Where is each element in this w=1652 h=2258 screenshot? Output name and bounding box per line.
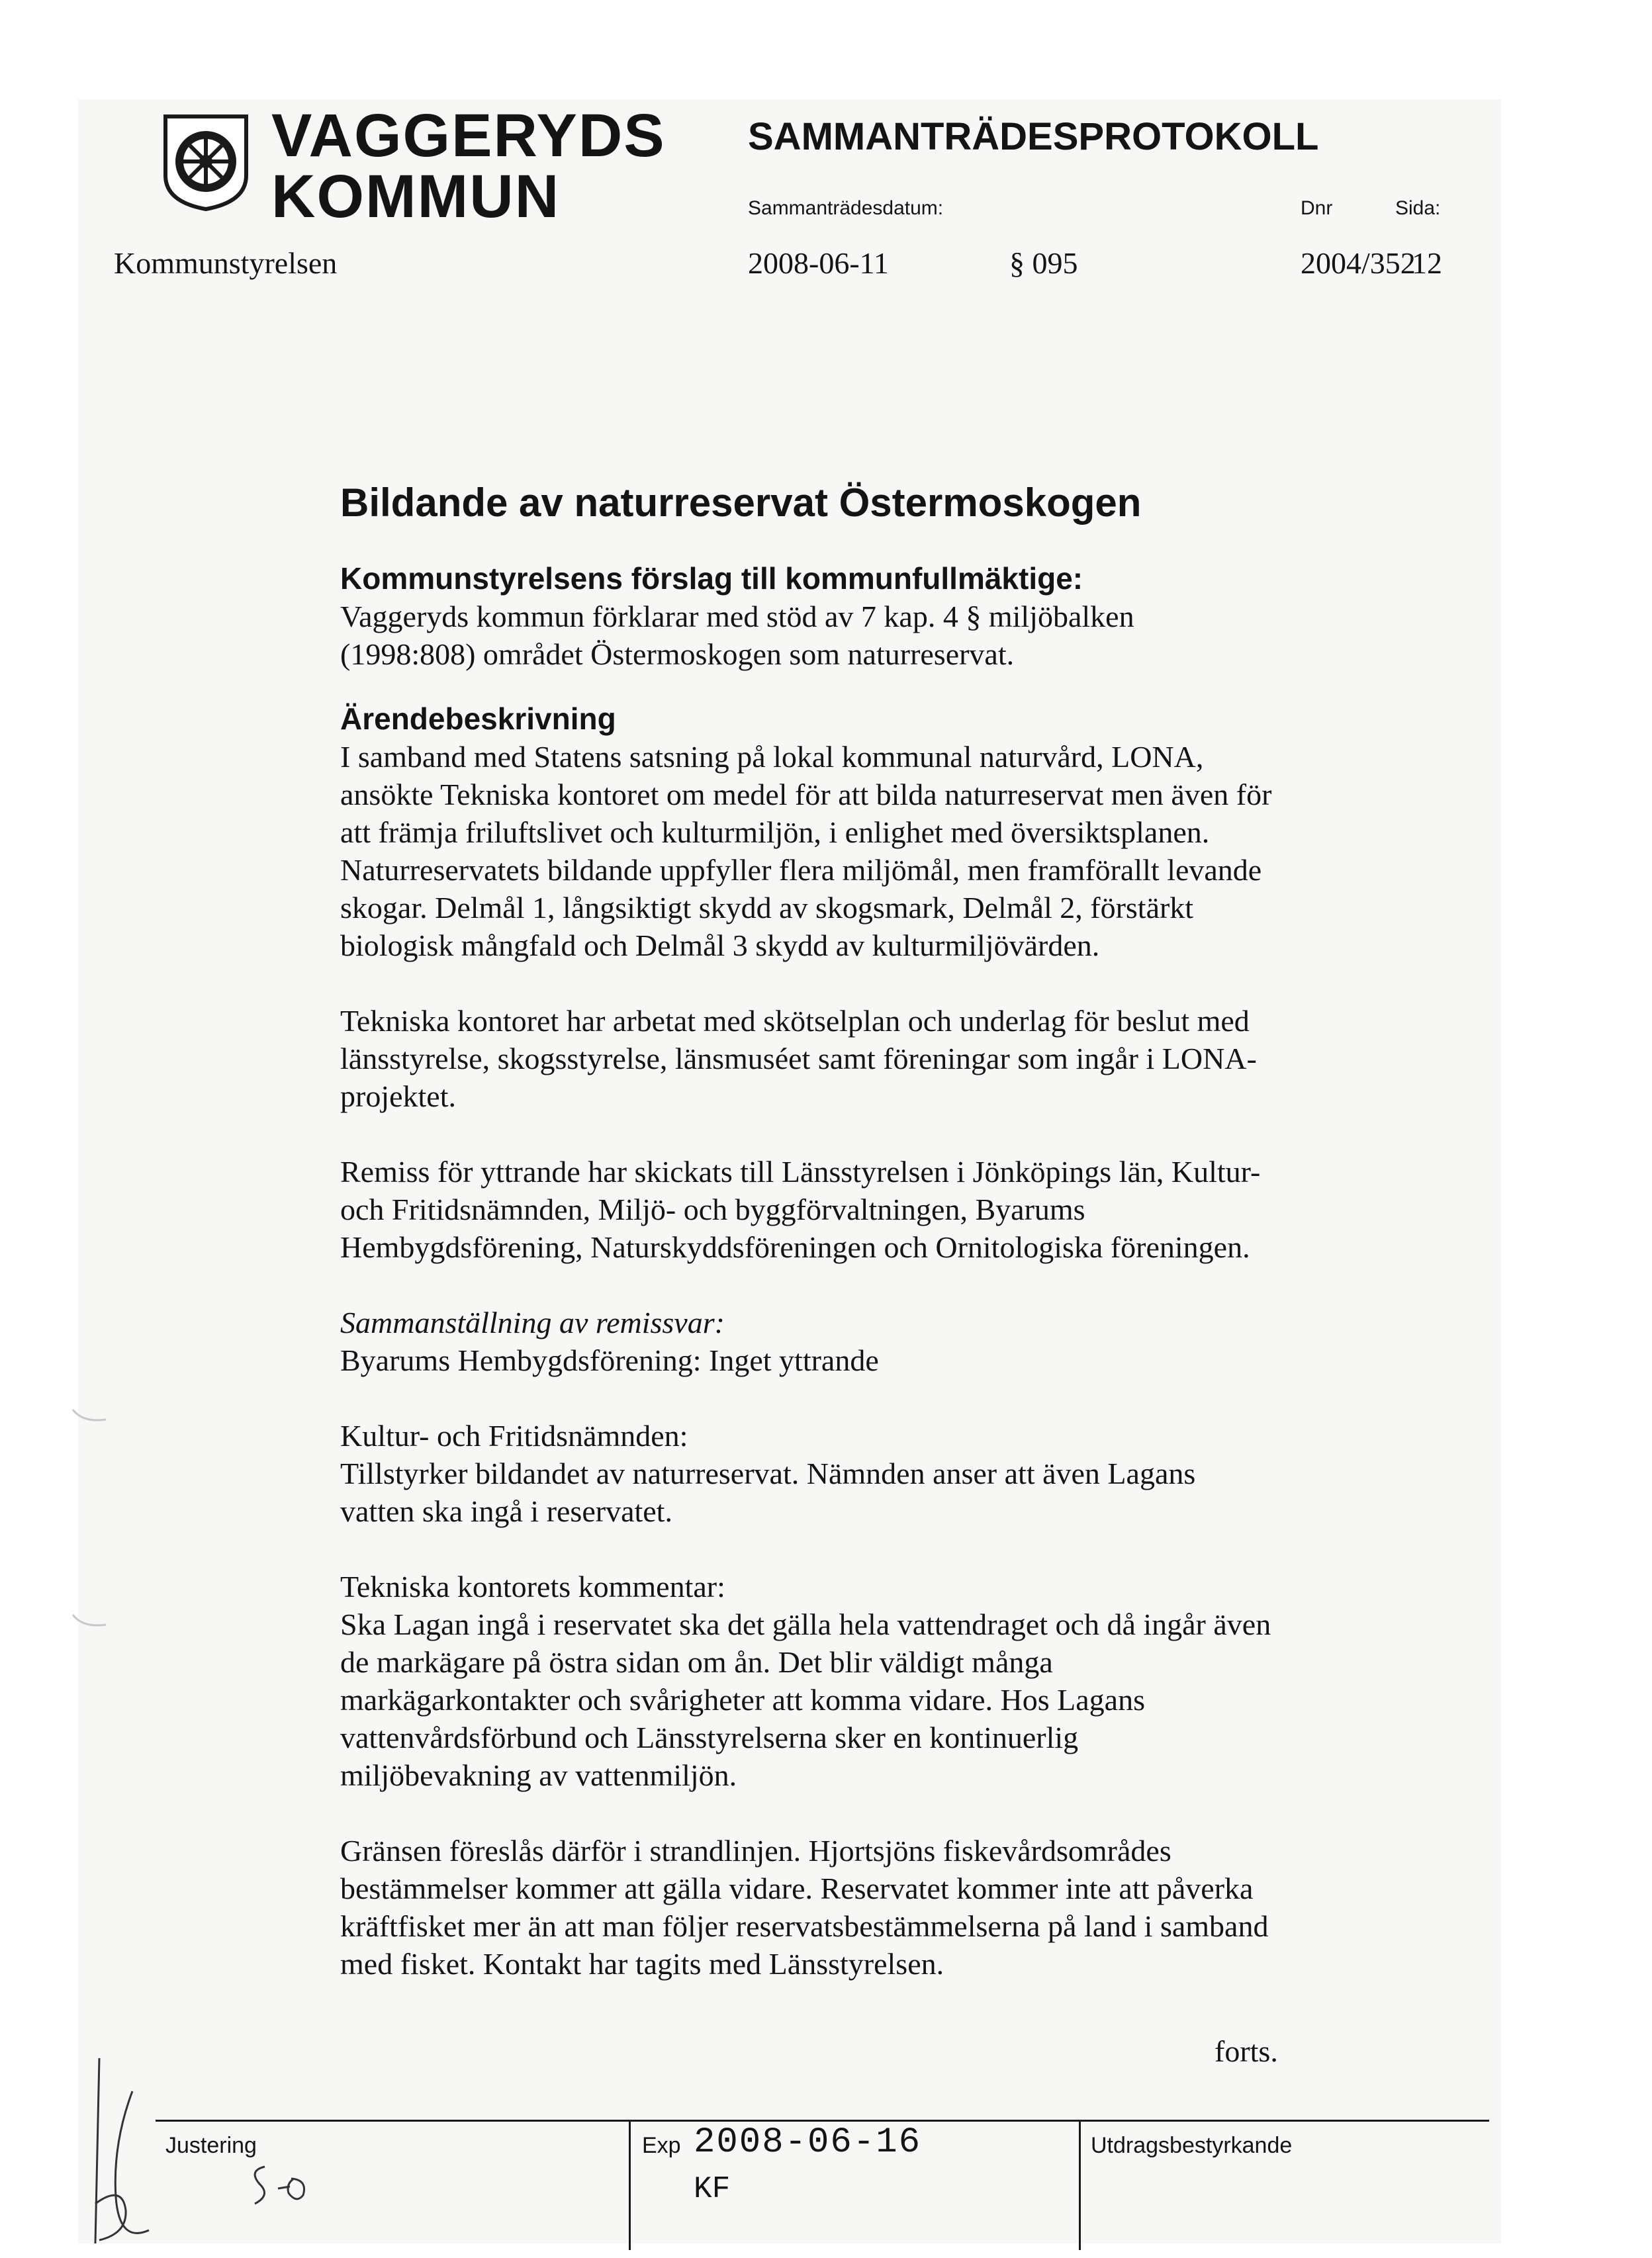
exp-label: Exp (642, 2133, 681, 2158)
meeting-date-label: Sammanträdesdatum: (748, 197, 944, 219)
text-line: skogar. Delmål 1, långsiktigt skydd av skogsmark, Delmål 2, förstärkt (340, 891, 1194, 925)
text-line: vatten ska ingå i reservatet. (340, 1494, 672, 1528)
text-line: de markägare på östra sidan om ån. Det blir väldigt många (340, 1645, 1053, 1679)
text-line: Remiss för yttrande har skickats till Länsstyrelsen i Jönköpings län, Kultur- (340, 1155, 1261, 1189)
text-line: Tekniska kontoret har arbetat med skötselplan och underlag för beslut med (340, 1004, 1250, 1038)
continued-marker: forts. (1215, 2034, 1278, 2068)
summary-heading: Sammanställning av remissvar: (340, 1306, 725, 1339)
text-line: projektet. (340, 1079, 456, 1113)
exp-date-stamp: 2008-06-16 (694, 2122, 922, 2163)
text-line: Hembygdsförening, Naturskyddsföreningen och Ornitologiska föreningen. (340, 1230, 1250, 1264)
logo-text-kommun: KOMMUN (271, 163, 561, 230)
signature-initials-icon (245, 2159, 318, 2212)
text-line: biologisk mångfald och Delmål 3 skydd av kulturmiljövärden. (340, 928, 1100, 962)
municipality-logo-icon (160, 113, 252, 212)
text-line: med fisket. Kontakt har tagits med Länsstyrelsen. (340, 1947, 944, 1981)
footer-divider (156, 2120, 1489, 2122)
organ-name: Kommunstyrelsen (114, 246, 338, 280)
meeting-date: 2008-06-11 (748, 246, 889, 280)
text-line: Byarums Hembygdsförening: Inget yttrande (340, 1343, 879, 1377)
document-body (340, 473, 1399, 1983)
text-line: Gränsen föreslås därför i strandlinjen. Hjortsjöns fiskevårdsområdes (340, 1834, 1171, 1868)
text-line: Tillstyrker bildandet av naturreservat. Nämnden anser att även Lagans (340, 1457, 1196, 1490)
kultur-heading: Kultur- och Fritidsnämnden: (340, 1419, 688, 1453)
certification-label: Utdragsbestyrkande (1091, 2133, 1293, 2158)
document-type: SAMMANTRÄDESPROTOKOLL (748, 115, 1319, 158)
text-line: kräftfisket mer än att man följer reservatsbestämmelserna på land i samband (340, 1909, 1269, 1943)
text-line: att främja friluftslivet och kulturmiljön, i enlighet med översiktsplanen. (340, 815, 1210, 849)
description-heading: Ärendebeskrivning (340, 701, 616, 736)
logo-text-vaggeryds: VAGGERYDS (271, 102, 666, 169)
footer-divider-vertical (1079, 2121, 1081, 2250)
dnr-number: 2004/352 (1301, 246, 1416, 280)
text-line: markägarkontakter och svårigheter att komma vidare. Hos Lagans (340, 1683, 1145, 1717)
signature-initials-icon (86, 2052, 165, 2250)
exp-recipient-stamp: KF (694, 2172, 731, 2206)
comment-heading: Tekniska kontorets kommentar: (340, 1570, 725, 1603)
proposal-heading: Kommunstyrelsens förslag till kommunfullmäktige: (340, 561, 1083, 596)
text-line: (1998:808) området Östermoskogen som naturreservat. (340, 637, 1015, 671)
text-line: bestämmelser kommer att gälla vidare. Reservatet kommer inte att påverka (340, 1872, 1254, 1905)
paragraph-number: § 095 (1009, 246, 1078, 280)
justering-label: Justering (165, 2133, 257, 2158)
text-line: och Fritidsnämnden, Miljö- och byggförvaltningen, Byarums (340, 1193, 1085, 1226)
text-line: miljöbevakning av vattenmiljön. (340, 1758, 737, 1792)
dnr-label: Dnr (1301, 197, 1333, 219)
page-label: Sida: (1395, 197, 1441, 219)
text-line: ansökte Tekniska kontoret om medel för att bilda naturreservat men även för (340, 778, 1272, 811)
text-line: Ska Lagan ingå i reservatet ska det gälla hela vattendraget och då ingår även (340, 1607, 1271, 1641)
page-title: Bildande av naturreservat Östermoskogen (340, 480, 1142, 525)
text-line: Naturreservatets bildande uppfyller flera miljömål, men framförallt levande (340, 853, 1262, 887)
footer-divider-vertical (629, 2121, 631, 2250)
scan-mark-icon (66, 1403, 113, 1641)
text-line: länsstyrelse, skogsstyrelse, länsmuséet samt föreningar som ingår i LONA- (340, 1042, 1257, 1075)
text-line: Vaggeryds kommun förklarar med stöd av 7 kap. 4 § miljöbalken (340, 600, 1134, 633)
text-line: vattenvårdsförbund och Länsstyrelserna sker en kontinuerlig (340, 1721, 1079, 1754)
text-line: I samband med Statens satsning på lokal kommunal naturvård, LONA, (340, 740, 1204, 774)
page-number: 12 (1412, 246, 1442, 280)
